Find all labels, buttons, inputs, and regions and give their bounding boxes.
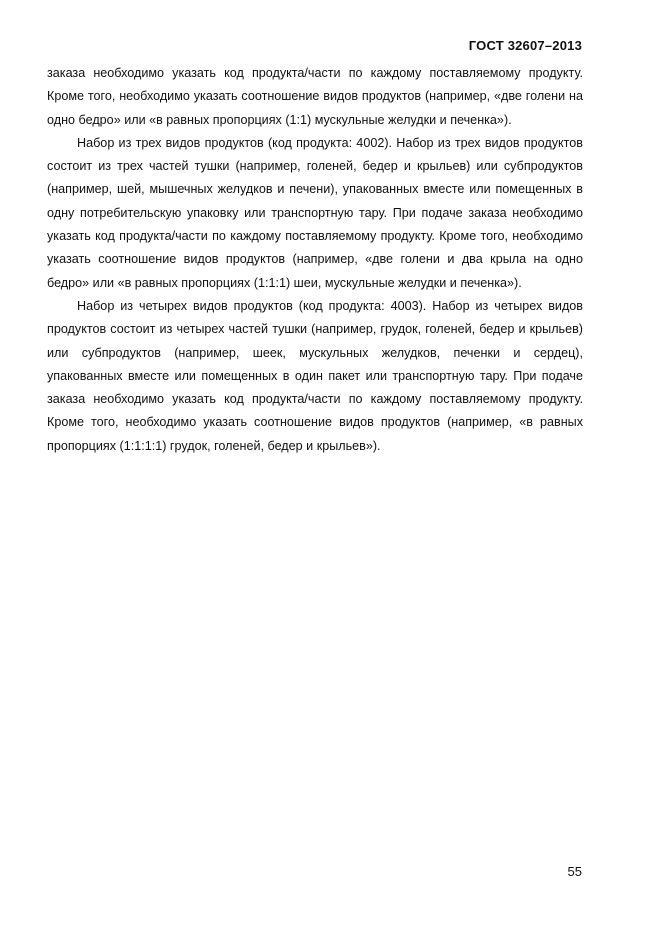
paragraph-four-product-set: Набор из четырех видов продуктов (код продукта: 4003). Набор из четырех видов продуктов состоит из четырех частей тушки (например, грудок, голеней, бедер и крыльев) или субпродуктов (например, шеек, мускульных желудков, печенки и сердец), упакованных вместе или помещенных в один пакет или транспортную тару. При подаче заказа необходимо указать код продукта/части по каждому поставляемому продукту. Кроме того, необходимо указать соотношение видов продуктов (например, «в равных пропорциях (1:1:1:1) грудок, голеней, бедер и крыльев»). xyxy=(47,298,583,453)
document-body xyxy=(47,62,583,458)
standard-code: ГОСТ 32607–2013 xyxy=(468,38,582,53)
paragraph-three-product-set: Набор из трех видов продуктов (код продукта: 4002). Набор из трех видов продуктов состоит из трех частей тушки (например, голеней, бедер и крыльев) или субпродуктов (например, шей, мышечных желудков и печени), упакованных вместе или помещенных в одну потребительскую упаковку или транспортную тару. При подаче заказа необходимо указать код продукта/части по каждому поставляемому продукту. Кроме того, необходимо указать соотношение видов продуктов (например, «две голени и два крыла на одно бедро» или «в равных пропорциях (1:1:1) шеи, мускульные желудки и печенка»). xyxy=(47,135,583,290)
document-header xyxy=(469,38,582,53)
page-number: 55 xyxy=(567,864,582,879)
paragraph-continuation: заказа необходимо указать код продукта/части по каждому поставляемому продукту. Кроме того, необходимо указать соотношение видов продуктов (например, «две голени на одно бедро» или «в равных пропорциях (1:1) мускульные желудки и печенка»). xyxy=(47,66,583,127)
